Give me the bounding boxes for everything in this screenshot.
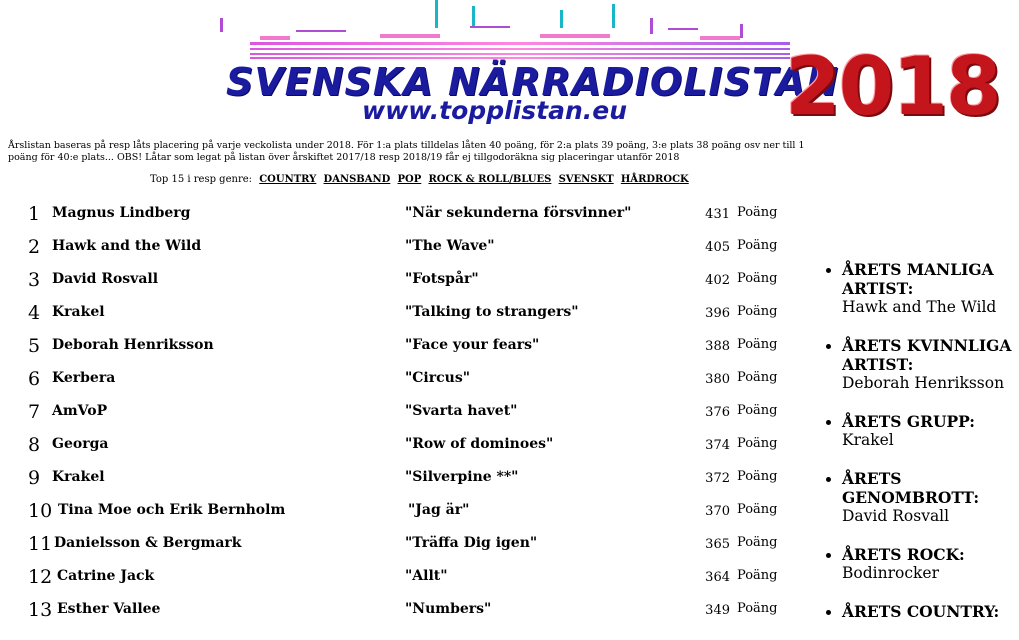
- chart-row: [0, 335, 800, 368]
- points-value: 376: [705, 405, 730, 420]
- points-value: 364: [705, 570, 730, 585]
- points-value: 349: [705, 603, 730, 618]
- rank-number: 11: [28, 533, 53, 555]
- award-winner: David Rosvall: [842, 507, 950, 525]
- artist-name: David Rosvall: [52, 271, 159, 287]
- song-title: "Fotspår": [405, 271, 479, 287]
- points-unit: Poäng: [737, 370, 778, 385]
- award-winner: Bodinrocker: [842, 564, 939, 582]
- rank-number: 13: [28, 599, 53, 621]
- points-value: 431: [705, 207, 730, 222]
- rank-number: 3: [28, 269, 41, 291]
- award-title: • ÅRETS KVINNLIGA ARTIST:: [842, 336, 1012, 374]
- artist-name: Krakel: [52, 304, 105, 320]
- header-banner: [0, 0, 1019, 138]
- points-value: 402: [705, 273, 730, 288]
- banner-url: www.topplistan.eu: [362, 96, 627, 125]
- points-value: 396: [705, 306, 730, 321]
- artist-name: Hawk and the Wild: [52, 238, 202, 254]
- chart-row: [0, 566, 800, 599]
- points-unit: Poäng: [737, 304, 778, 319]
- song-title: "Row of dominoes": [405, 436, 554, 452]
- song-title: "Numbers": [405, 601, 492, 617]
- points-unit: Poäng: [737, 205, 778, 220]
- song-title: "Talking to strangers": [405, 304, 579, 320]
- genre-link-rock-roll-blues[interactable]: ROCK & ROLL/BLUES: [428, 174, 552, 185]
- genre-link-pop[interactable]: POP: [397, 174, 422, 185]
- rank-number: 2: [28, 236, 41, 258]
- song-title: "The Wave": [405, 238, 495, 254]
- points-unit: Poäng: [737, 568, 778, 583]
- artist-name: Tina Moe och Erik Bernholm: [58, 502, 286, 518]
- song-title: "Träffa Dig igen": [405, 535, 538, 551]
- genre-link-dansband[interactable]: DANSBAND: [323, 174, 391, 185]
- award-title: • ÅRETS MANLIGA ARTIST:: [842, 260, 994, 298]
- points-value: 370: [705, 504, 730, 519]
- points-unit: Poäng: [737, 535, 778, 550]
- song-title: "Circus": [405, 370, 471, 386]
- song-title: "Svarta havet": [405, 403, 518, 419]
- points-unit: Poäng: [737, 469, 778, 484]
- genre-label: Top 15 i resp genre:: [150, 174, 253, 185]
- chart-row: [0, 500, 800, 533]
- points-unit: Poäng: [737, 436, 778, 451]
- artist-name: Esther Vallee: [57, 601, 161, 617]
- points-unit: Poäng: [737, 601, 778, 616]
- points-value: 380: [705, 372, 730, 387]
- award-item: [842, 602, 1019, 621]
- rank-number: 9: [28, 467, 41, 489]
- banner-year: 2018: [785, 40, 1000, 133]
- chart-row: [0, 467, 800, 500]
- chart-row: [0, 302, 800, 335]
- artist-name: Danielsson & Bergmark: [54, 535, 242, 551]
- artist-name: Georga: [52, 436, 109, 452]
- song-title: "Jag är": [408, 502, 470, 518]
- award-winner: Krakel: [842, 431, 894, 449]
- award-winner: Hawk and The Wild: [842, 298, 997, 316]
- points-value: 388: [705, 339, 730, 354]
- rank-number: 6: [28, 368, 41, 390]
- chart-row: [0, 236, 800, 269]
- rank-number: 8: [28, 434, 41, 456]
- points-unit: Poäng: [737, 337, 778, 352]
- points-value: 374: [705, 438, 730, 453]
- chart-row: [0, 203, 800, 236]
- chart-row: [0, 599, 800, 632]
- points-unit: Poäng: [737, 271, 778, 286]
- chart-row: [0, 434, 800, 467]
- artist-name: AmVoP: [52, 403, 108, 419]
- award-winner: Deborah Henriksson: [842, 374, 1005, 392]
- award-item: [842, 336, 1019, 393]
- awards-list: [820, 260, 1019, 640]
- banner-title: SVENSKA NÄRRADIOLISTAN: [226, 60, 840, 104]
- points-unit: Poäng: [737, 502, 778, 517]
- artist-name: Deborah Henriksson: [52, 337, 214, 353]
- intro-text: Årslistan baseras på resp låts placering på varje veckolista under 2018. För 1:a plats tilldelas låten 40 poäng, för 2:a plats 39 poäng, 3:e plats 38 poäng osv ner till 1 poäng för 40:e plats... OBS! Låtar som legat på listan över årskiftet 2017/18 resp 2018/19 får ej tillgodoräkna sig placeringar utanför 2018: [8, 140, 805, 163]
- award-item: [842, 260, 1019, 317]
- chart-row: [0, 401, 800, 434]
- genre-link-country[interactable]: COUNTRY: [259, 174, 317, 185]
- award-title: • ÅRETS GRUPP:: [842, 412, 975, 431]
- points-unit: Poäng: [737, 403, 778, 418]
- artist-name: Magnus Lindberg: [52, 205, 191, 221]
- song-title: "Allt": [405, 568, 448, 584]
- rank-number: 1: [28, 203, 41, 225]
- award-item: [842, 412, 1019, 450]
- award-title: • ÅRETS COUNTRY:: [842, 602, 1000, 621]
- award-title: • ÅRETS GENOMBROTT:: [842, 469, 980, 507]
- rank-number: 7: [28, 401, 41, 423]
- points-value: 372: [705, 471, 730, 486]
- song-title: "När sekunderna försvinner": [405, 205, 632, 221]
- artist-name: Krakel: [52, 469, 105, 485]
- song-title: "Silverpine **": [405, 469, 519, 485]
- award-item: [842, 545, 1019, 583]
- genre-link-hardrock[interactable]: HÅRDROCK: [620, 174, 689, 185]
- genre-links: [150, 174, 689, 185]
- points-unit: Poäng: [737, 238, 778, 253]
- genre-link-svenskt[interactable]: SVENSKT: [558, 174, 614, 185]
- rank-number: 4: [28, 302, 41, 324]
- chart-row: [0, 269, 800, 302]
- chart-row: [0, 368, 800, 401]
- points-value: 405: [705, 240, 730, 255]
- rank-number: 5: [28, 335, 41, 357]
- artist-name: Catrine Jack: [57, 568, 155, 584]
- points-value: 365: [705, 537, 730, 552]
- chart-row: [0, 533, 800, 566]
- rank-number: 12: [28, 566, 53, 588]
- award-item: [842, 469, 1019, 526]
- award-title: • ÅRETS ROCK:: [842, 545, 965, 564]
- artist-name: Kerbera: [52, 370, 116, 386]
- song-title: "Face your fears": [405, 337, 540, 353]
- rank-number: 10: [28, 500, 53, 522]
